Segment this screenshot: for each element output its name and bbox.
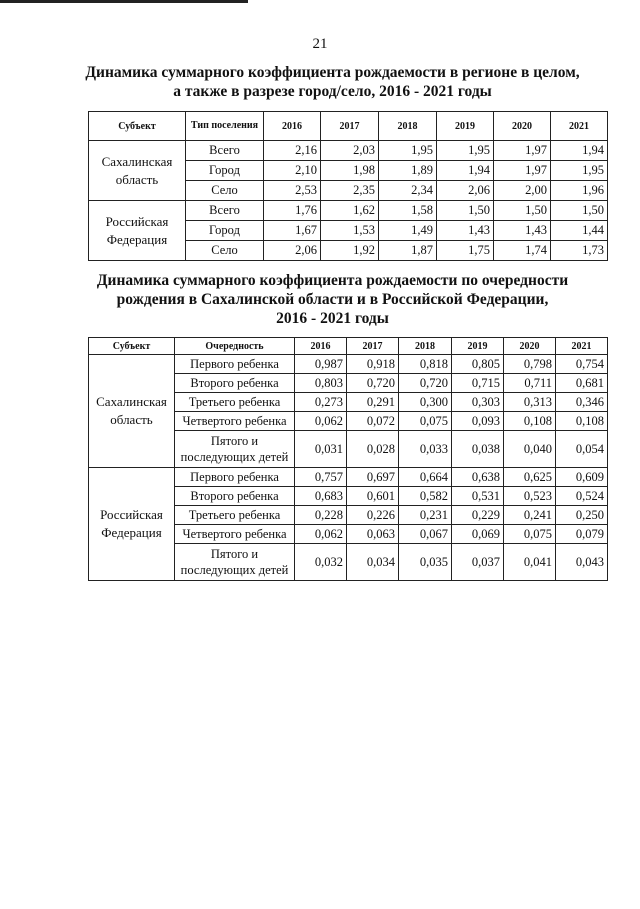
table-header-row	[89, 338, 608, 355]
cell: 0,108	[504, 412, 556, 431]
cell: 2,16	[264, 141, 321, 161]
row-label: Третьего ребенка	[175, 506, 295, 525]
table-row	[89, 355, 608, 374]
section2-title-line3: 2016 - 2021 годы	[276, 310, 389, 327]
cell: 0,041	[504, 544, 556, 581]
row-label: Четвертого ребенка	[175, 525, 295, 544]
cell: 0,229	[452, 506, 504, 525]
cell: 0,715	[452, 374, 504, 393]
cell: 1,94	[551, 141, 608, 161]
cell: 1,97	[494, 161, 551, 181]
row-label: Всего	[186, 141, 264, 161]
cell: 1,67	[264, 221, 321, 241]
cell: 0,582	[399, 487, 452, 506]
cell: 0,062	[295, 412, 347, 431]
cell: 0,664	[399, 468, 452, 487]
cell: 2,10	[264, 161, 321, 181]
cell: 0,093	[452, 412, 504, 431]
col-header-settlement-type: Тип поселения	[186, 112, 264, 141]
cell: 0,038	[452, 431, 504, 468]
cell: 0,079	[556, 525, 608, 544]
page-number: 21	[312, 36, 328, 52]
section1-title	[60, 63, 605, 101]
cell: 0,062	[295, 525, 347, 544]
cell: 1,43	[494, 221, 551, 241]
row-label: Село	[186, 181, 264, 201]
section1-title-line1: Динамика суммарного коэффициента рождаемости в регионе в целом,	[85, 64, 580, 81]
cell: 1,58	[379, 201, 437, 221]
col-header-2018: 2018	[399, 338, 452, 355]
cell: 0,063	[347, 525, 399, 544]
section2-title-line2: рождения в Сахалинской области и в Российской Федерации,	[116, 291, 549, 308]
cell: 0,754	[556, 355, 608, 374]
cell: 0,033	[399, 431, 452, 468]
col-header-2018: 2018	[379, 112, 437, 141]
cell: 0,067	[399, 525, 452, 544]
cell: 2,53	[264, 181, 321, 201]
section2-title	[60, 271, 605, 328]
table-birth-rate-settlement	[88, 111, 608, 261]
row-label: Всего	[186, 201, 264, 221]
cell: 0,987	[295, 355, 347, 374]
cell: 0,683	[295, 487, 347, 506]
col-header-2019: 2019	[452, 338, 504, 355]
cell: 0,231	[399, 506, 452, 525]
row-label: Село	[186, 241, 264, 261]
col-header-2021: 2021	[551, 112, 608, 141]
top-rule	[0, 0, 248, 3]
section1-title-line2: а также в разрезе город/село, 2016 - 2021 годы	[173, 83, 492, 100]
cell: 0,072	[347, 412, 399, 431]
row-label: Первого ребенка	[175, 468, 295, 487]
row-label: Город	[186, 221, 264, 241]
cell: 0,241	[504, 506, 556, 525]
row-label: Пятого и последующих детей	[175, 431, 295, 468]
cell: 0,035	[399, 544, 452, 581]
cell: 0,697	[347, 468, 399, 487]
col-header-2020: 2020	[504, 338, 556, 355]
cell: 1,95	[437, 141, 494, 161]
col-header-2020: 2020	[494, 112, 551, 141]
row-subject: Российская Федерация	[89, 201, 186, 261]
cell: 0,638	[452, 468, 504, 487]
cell: 1,75	[437, 241, 494, 261]
cell: 0,300	[399, 393, 452, 412]
cell: 0,043	[556, 544, 608, 581]
cell: 0,031	[295, 431, 347, 468]
row-label: Первого ребенка	[175, 355, 295, 374]
col-header-2017: 2017	[321, 112, 379, 141]
cell: 0,075	[504, 525, 556, 544]
cell: 1,43	[437, 221, 494, 241]
row-label: Четвертого ребенка	[175, 412, 295, 431]
row-label: Пятого и последующих детей	[175, 544, 295, 581]
cell: 0,681	[556, 374, 608, 393]
cell: 0,108	[556, 412, 608, 431]
cell: 0,757	[295, 468, 347, 487]
cell: 0,313	[504, 393, 556, 412]
cell: 0,032	[295, 544, 347, 581]
row-label: Третьего ребенка	[175, 393, 295, 412]
cell: 1,50	[551, 201, 608, 221]
cell: 0,625	[504, 468, 556, 487]
cell: 1,62	[321, 201, 379, 221]
cell: 0,346	[556, 393, 608, 412]
cell: 0,228	[295, 506, 347, 525]
cell: 0,918	[347, 355, 399, 374]
col-header-subject: Субъект	[89, 338, 175, 355]
cell: 0,054	[556, 431, 608, 468]
cell: 2,35	[321, 181, 379, 201]
cell: 1,95	[379, 141, 437, 161]
cell: 1,95	[551, 161, 608, 181]
cell: 0,291	[347, 393, 399, 412]
cell: 0,069	[452, 525, 504, 544]
cell: 0,531	[452, 487, 504, 506]
table-row	[89, 468, 608, 487]
cell: 2,06	[437, 181, 494, 201]
table-row	[89, 201, 608, 221]
cell: 0,075	[399, 412, 452, 431]
cell: 0,040	[504, 431, 556, 468]
cell: 0,805	[452, 355, 504, 374]
cell: 0,523	[504, 487, 556, 506]
cell: 0,034	[347, 544, 399, 581]
row-label: Второго ребенка	[175, 487, 295, 506]
row-subject: Российская Федерация	[89, 468, 175, 581]
cell: 0,803	[295, 374, 347, 393]
row-subject: Сахалинская область	[89, 141, 186, 201]
cell: 0,720	[347, 374, 399, 393]
row-subject: Сахалинская область	[89, 355, 175, 468]
cell: 1,98	[321, 161, 379, 181]
cell: 1,53	[321, 221, 379, 241]
cell: 2,00	[494, 181, 551, 201]
cell: 2,34	[379, 181, 437, 201]
cell: 0,609	[556, 468, 608, 487]
cell: 1,50	[494, 201, 551, 221]
cell: 0,037	[452, 544, 504, 581]
table-row	[89, 141, 608, 161]
cell: 0,601	[347, 487, 399, 506]
cell: 1,97	[494, 141, 551, 161]
cell: 1,89	[379, 161, 437, 181]
cell: 1,73	[551, 241, 608, 261]
cell: 0,250	[556, 506, 608, 525]
col-header-2016: 2016	[264, 112, 321, 141]
table-birth-rate-order	[88, 337, 608, 581]
cell: 0,720	[399, 374, 452, 393]
cell: 0,818	[399, 355, 452, 374]
cell: 1,94	[437, 161, 494, 181]
cell: 1,50	[437, 201, 494, 221]
cell: 1,87	[379, 241, 437, 261]
cell: 0,524	[556, 487, 608, 506]
table-header-row	[89, 112, 608, 141]
cell: 1,74	[494, 241, 551, 261]
cell: 0,303	[452, 393, 504, 412]
col-header-subject: Субъект	[89, 112, 186, 141]
cell: 0,028	[347, 431, 399, 468]
cell: 2,03	[321, 141, 379, 161]
section2-title-line1: Динамика суммарного коэффициента рождаемости по очередности	[96, 272, 569, 289]
cell: 0,798	[504, 355, 556, 374]
cell: 1,44	[551, 221, 608, 241]
cell: 0,711	[504, 374, 556, 393]
cell: 1,92	[321, 241, 379, 261]
col-header-2019: 2019	[437, 112, 494, 141]
row-label: Город	[186, 161, 264, 181]
cell: 1,96	[551, 181, 608, 201]
col-header-order: Очередность	[175, 338, 295, 355]
col-header-2021: 2021	[556, 338, 608, 355]
cell: 2,06	[264, 241, 321, 261]
cell: 0,226	[347, 506, 399, 525]
col-header-2016: 2016	[295, 338, 347, 355]
row-label: Второго ребенка	[175, 374, 295, 393]
cell: 1,76	[264, 201, 321, 221]
cell: 1,49	[379, 221, 437, 241]
cell: 0,273	[295, 393, 347, 412]
col-header-2017: 2017	[347, 338, 399, 355]
